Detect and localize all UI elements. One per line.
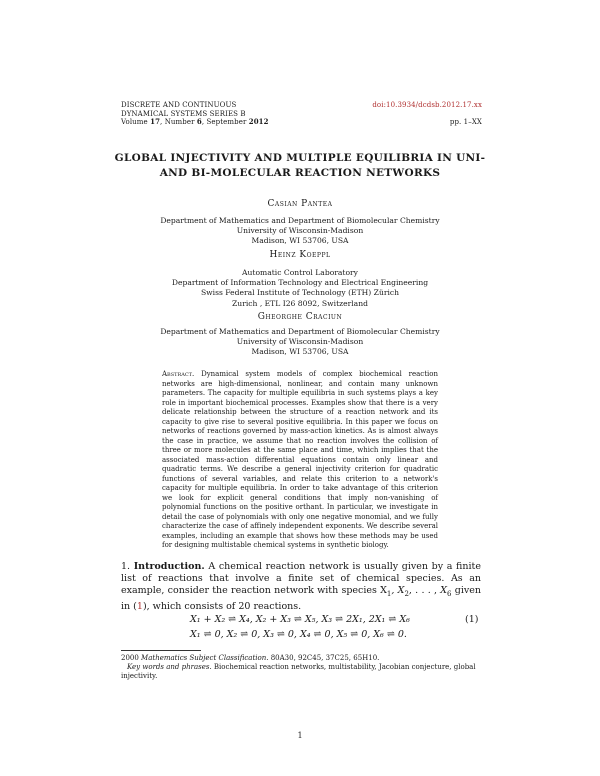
journal-name-line1: DISCRETE AND CONTINUOUS (121, 101, 237, 109)
introduction-paragraph: 1. Introduction. A chemical reaction network is usually given by a finite list of reactions that involve a finite set of chemical species. As an example, consider the reaction network with species $X_1$, $X_2$, . . . , $X_6$ given in (1), which consists of 20 reactions. (121, 561, 481, 612)
affil-line: University of Wisconsin-Madison (236, 226, 364, 236)
page-number: 1 (297, 731, 303, 740)
section-title: Introduction. (133, 561, 205, 572)
affil-line: Madison, WI 53706, USA (251, 236, 349, 246)
author-affiliation (130, 268, 470, 309)
title-line1: GLOBAL INJECTIVITY AND MULTIPLE EQUILIBRIA IN UNI- (114, 152, 486, 164)
volume-number: 17 (150, 117, 161, 127)
msc-footnote (121, 654, 481, 663)
abstract-text: Dynamical system models of complex biochemical reaction networks are high-dimensional, nonlinear, and contain many unknown parameters. The capacity for multiple equilibria in such systems plays a key role in important biochemical processes. Examples show that there is a very delicate relationship between the structure of a reaction network and its capacity to give rise to several positive equilibria. In this paper we focus on networks of reactions governed by mass-action kinetics. As is almost always the case in practice, we assume that no reaction involves the collision of three or more molecules at the same place and time, which implies that the associated mass-action differential equations contain only linear and quadratic terms. We describe a general injectivity criterion for quadratic functions of several variables, and relate this criterion to a network's capacity for multiple equilibria. In order to take advantage of this criterion we look for explicit general conditions that imply non-vanishing of polynomial functions on the positive orthant. In particular, we investigate in detail the case of polynomials with only one negative monomial, and we fully characterize the case of affinely independent exponents. We describe several examples, including an example that shows how these methods may be used for designing multistable chemical systems in synthetic biology. (162, 370, 438, 549)
abstract-label: Abstract. (162, 370, 195, 378)
volume-prefix: Volume (121, 118, 151, 127)
affil-line: Department of Mathematics and Department of Biomolecular Chemistry (160, 216, 440, 225)
year: 2012 (248, 117, 269, 127)
author-affiliation (130, 216, 470, 247)
msc-label: Mathematics Subject Classification. (141, 654, 269, 662)
affil-line: Zurich , ETL I26 8092, Switzerland (232, 298, 368, 308)
equation-number: (1) (465, 614, 479, 625)
footnote-rule (121, 650, 201, 651)
number-prefix: , Number (160, 118, 197, 127)
journal-name-line2: DYNAMICAL SYSTEMS SERIES B (121, 109, 246, 118)
equation-reference[interactable]: 1 (136, 600, 143, 612)
msc-codes: 80A30, 92C45, 37C25, 65H10. (268, 654, 380, 662)
header-right (282, 101, 482, 126)
keywords-text: Biochemical reaction networks, multistability, Jacobian conjecture, global injectivity. (121, 663, 476, 681)
affil-line: Automatic Control Laboratory (242, 268, 358, 277)
affil-line: University of Wisconsin-Madison (236, 337, 364, 347)
title-line2: AND BI-MOLECULAR REACTION NETWORKS (159, 167, 441, 179)
footnotes (121, 654, 481, 682)
intro-text-c: ), which consists of 20 reactions. (142, 600, 302, 612)
date-prefix: , September (201, 118, 249, 127)
intro-text-b: given in ( (121, 585, 481, 612)
affil-line: Swiss Federal Institute of Technology (ETH) Zürich (200, 288, 400, 298)
msc-prefix: 2000 (121, 654, 142, 662)
page-range: pp. 1–XX (449, 117, 482, 126)
issue-number: 6 (196, 117, 202, 127)
affil-line: Department of Mathematics and Department of Biomolecular Chemistry (160, 327, 440, 336)
abstract (162, 370, 438, 551)
author-name: Casian Pantea (267, 199, 333, 209)
keywords-label: Key words and phrases. (127, 663, 212, 672)
affil-line: Department of Information Technology and Electrical Engineering (171, 278, 429, 288)
author-affiliation (130, 327, 470, 358)
keywords-footnote (121, 663, 481, 681)
affil-line: Madison, WI 53706, USA (251, 347, 349, 357)
equation-line1: X₁ + X₂ ⇌ X₄, X₂ + X₃ ⇌ X₅, X₃ ⇌ 2X₁, 2X₁ ⇌ X₆ (190, 614, 410, 625)
author-name: Heinz Koeppl (269, 250, 331, 260)
equation-line2: X₁ ⇌ 0, X₂ ⇌ 0, X₃ ⇌ 0, X₄ ⇌ 0, X₅ ⇌ 0, X₆ ⇌ 0. (190, 629, 407, 640)
section-number: 1. (121, 561, 131, 572)
paper-title (110, 151, 490, 181)
doi-link[interactable]: doi:10.3934/dcdsb.2012.17.xx (372, 101, 482, 109)
intro-text-a: A chemical reaction network is usually given by a finite list of reactions that involve a finite set of chemical species. As an example, consider the reaction network with species X (121, 561, 481, 597)
author-name: Gheorghe Craciun (257, 312, 343, 322)
